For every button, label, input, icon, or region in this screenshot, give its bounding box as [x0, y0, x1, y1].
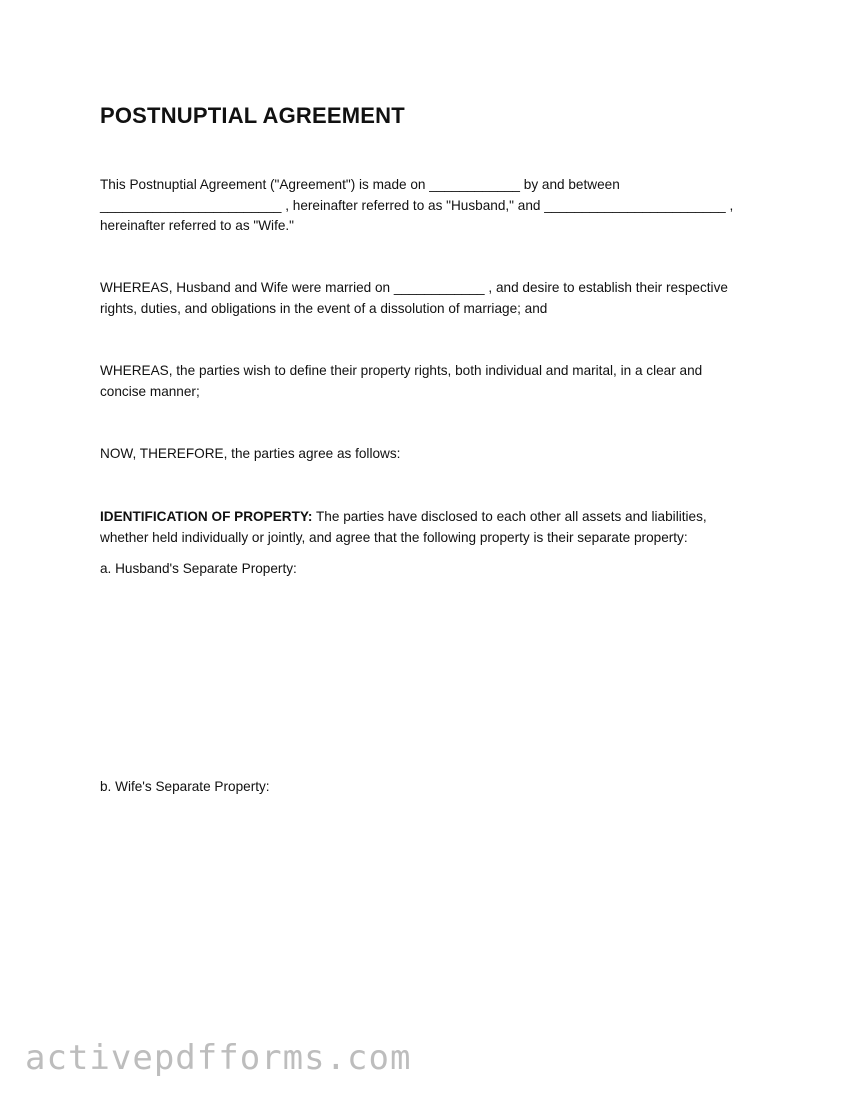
- intro-line-2: ________________________ , hereinafter referred to as "Husband," and ________________________ ,: [100, 197, 734, 213]
- identification-paragraph: [100, 507, 760, 548]
- therefore-paragraph: [100, 444, 760, 465]
- watermark: activepdfforms.com: [25, 1038, 412, 1078]
- whereas-marriage-line-1: WHEREAS, Husband and Wife were married on ____________ , and desire to establish their respective: [100, 280, 728, 295]
- document-title: POSTNUPTIAL AGREEMENT: [100, 103, 405, 128]
- identification-line-1: [100, 507, 760, 528]
- therefore-line: NOW, THEREFORE, the parties agree as follows:: [100, 446, 401, 461]
- wife-separate-property-text: b. Wife's Separate Property:: [100, 779, 270, 794]
- intro-paragraph: [100, 175, 760, 237]
- whereas-property-line-2: concise manner;: [100, 383, 200, 399]
- intro-line-1: This Postnuptial Agreement ("Agreement") is made on ____________ by and between: [100, 177, 620, 192]
- husband-separate-property-label: [100, 559, 760, 580]
- husband-separate-property-text: a. Husband's Separate Property:: [100, 561, 297, 576]
- whereas-marriage-line-2: rights, duties, and obligations in the event of a dissolution of marriage; and: [100, 300, 548, 316]
- whereas-marriage-paragraph: [100, 278, 760, 319]
- intro-line-3: hereinafter referred to as "Wife.": [100, 218, 295, 233]
- whereas-property-paragraph: [100, 361, 760, 402]
- identification-line-1-text: The parties have disclosed to each other all assets and liabilities,: [312, 509, 707, 524]
- wife-separate-property-label: [100, 777, 760, 798]
- identification-heading: IDENTIFICATION OF PROPERTY:: [100, 509, 313, 524]
- whereas-property-line-1: WHEREAS, the parties wish to define their property rights, both individual and marital, in a clear and: [100, 363, 703, 378]
- identification-line-2: whether held individually or jointly, and agree that the following property is their separate property:: [100, 529, 688, 545]
